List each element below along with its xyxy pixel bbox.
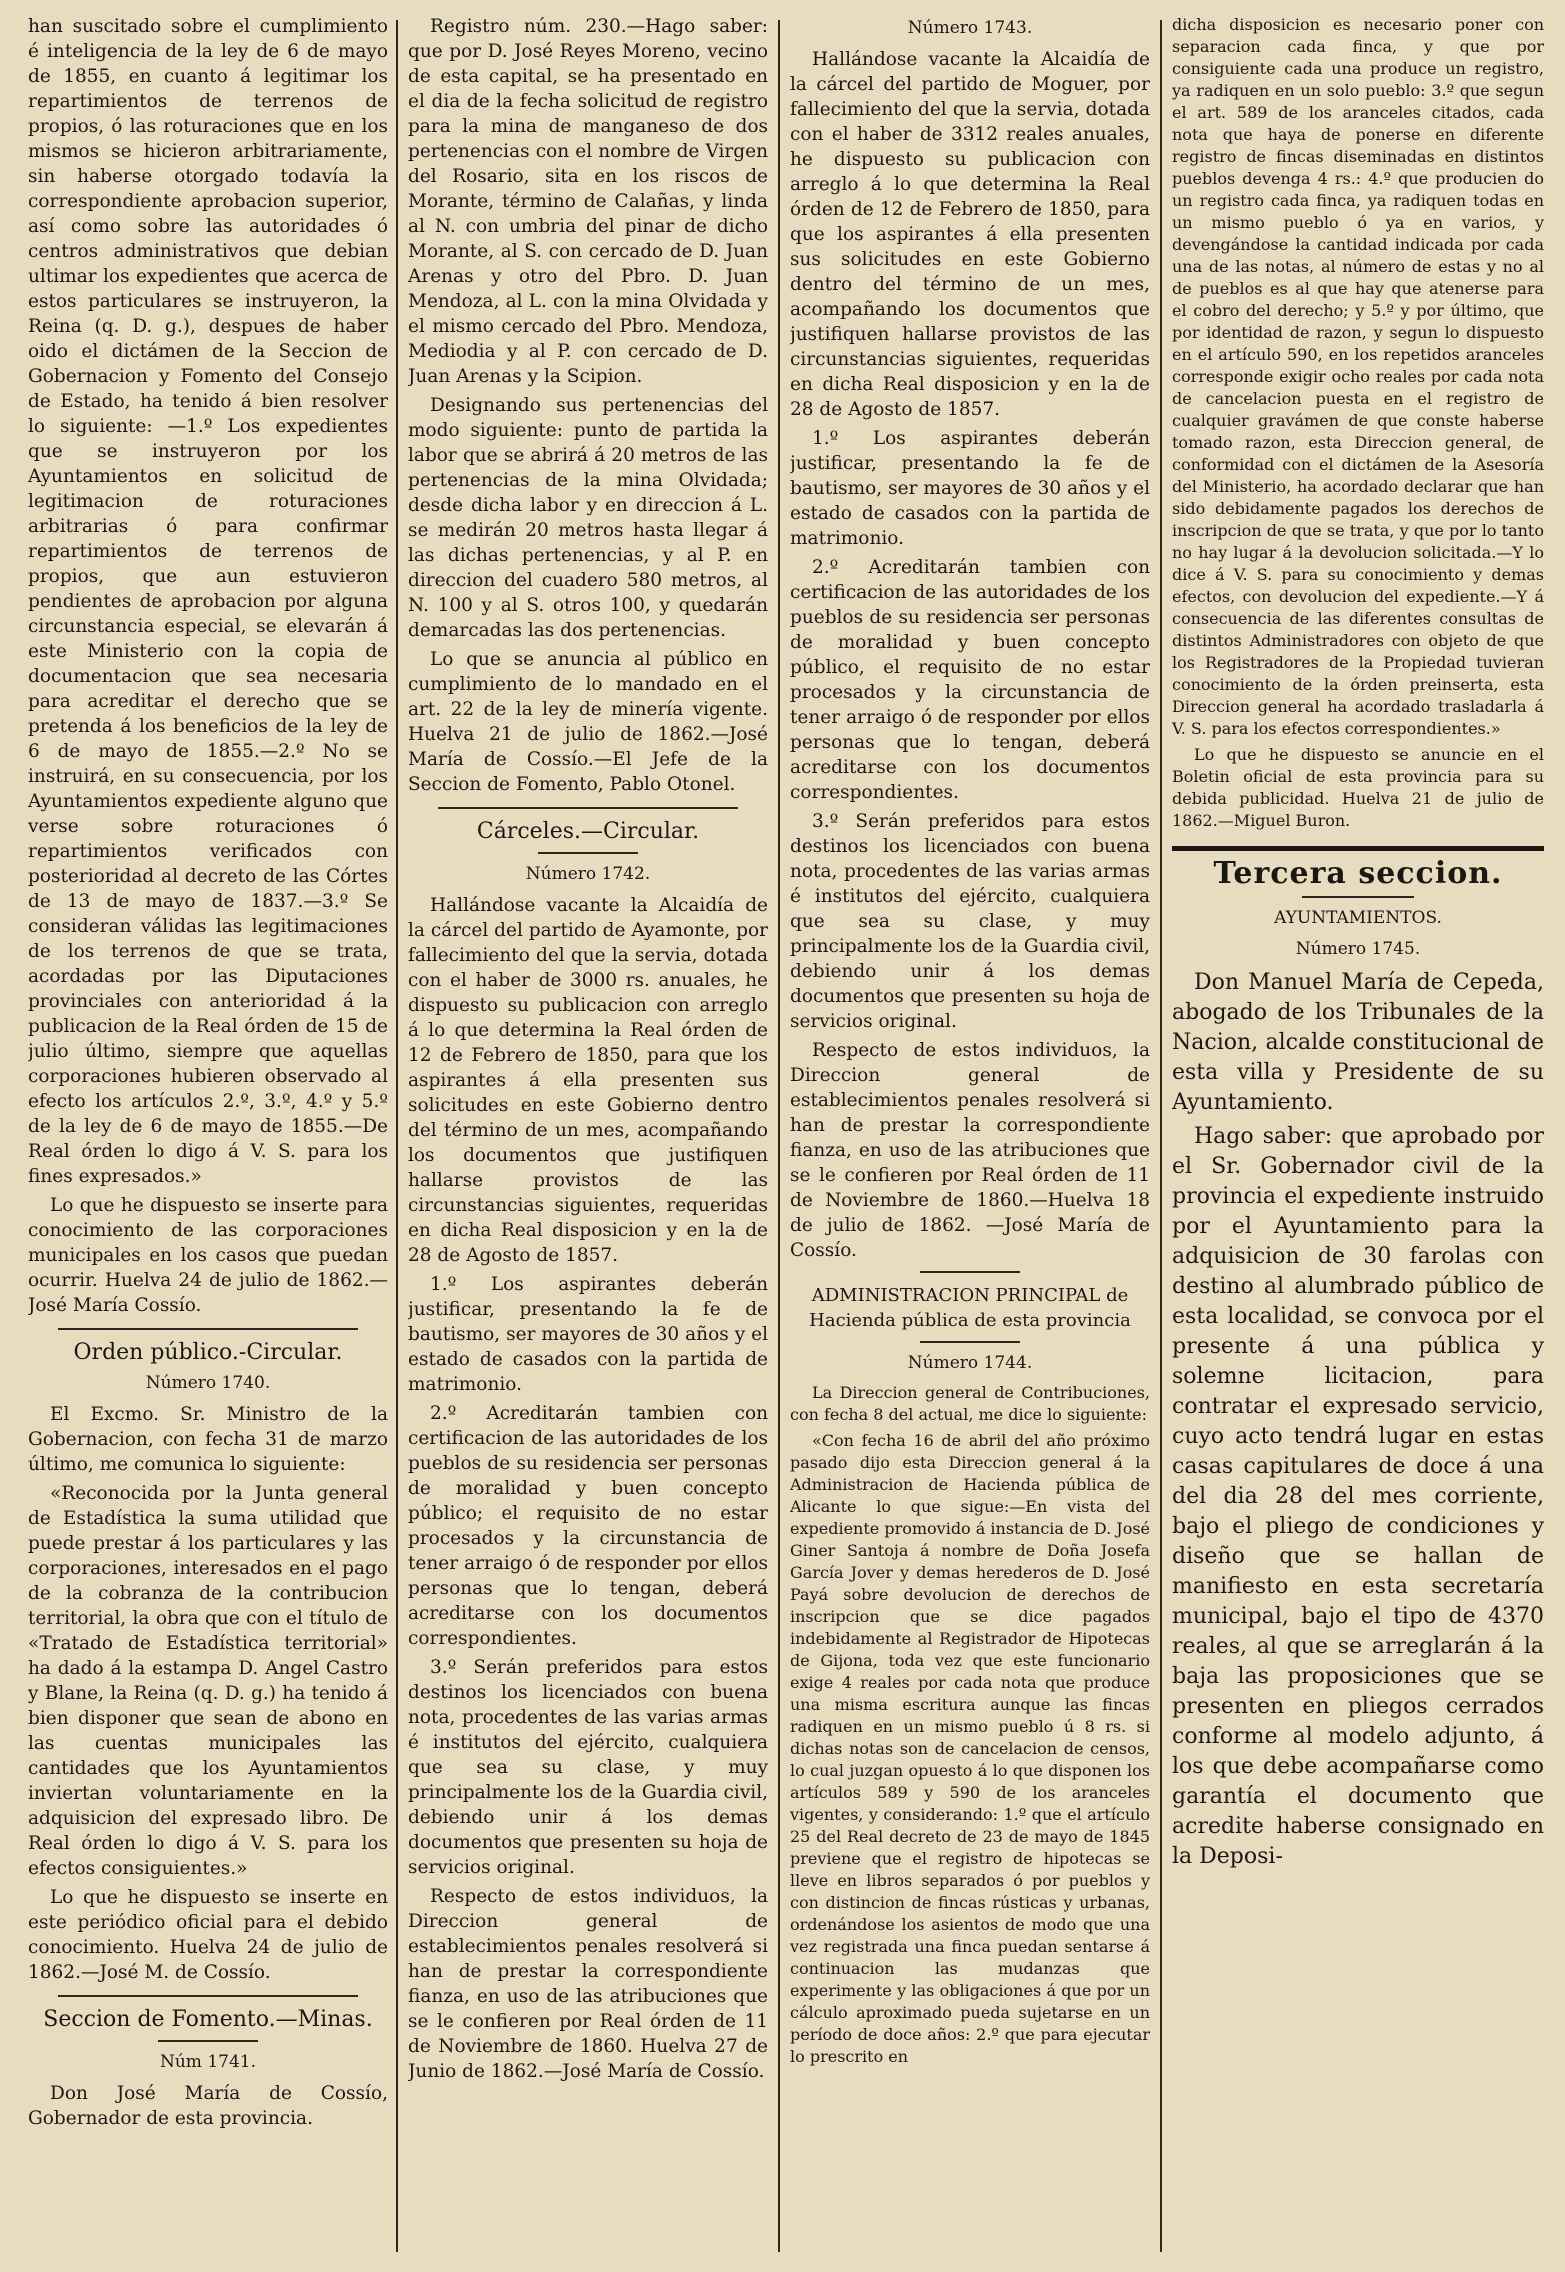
section-heading: Orden público.-Circular. [73,1340,343,1365]
paragraph: 3.º Serán preferidos para estos destinos los licenciados con buena nota, procedentes de las varias armas é institutos del ejército, cualquiera que sea su clase, y muy principalmente los de la Guardia civil, debiendo unir á los demas documentos que presenten su hoja de servicios original. [790,811,1150,1032]
paragraph: Registro núm. 230.—Hago saber: que por D. José Reyes Moreno, vecino de esta capital, se ha presentado en el dia de la fecha solicitud de registro para la mina de manganeso de dos pertenencias con el nombre de Virgen del Rosario, sita en los riscos de Morante, término de Calañas, y linda al N. con umbria del pinar de dicho Morante, al S. con cercado de D. Juan Arenas y otro del Pbro. D. Juan Mendoza, al L. con la mina Olvidada y el mismo cercado del Pbro. Mendoza, Mediodia y al P. con cercado de D. Juan Arenas y la Scipion. [408,16,768,387]
paragraph: El Excmo. Sr. Ministro de la Gobernacion, con fecha 31 de marzo último, me comunica lo siguiente: [28,1404,388,1475]
paragraph: Designando sus pertenencias del modo siguiente: punto de partida la labor que se abrirá á 20 metros de las pertenencias de la mina Olvidada; desde dicha labor y en direccion á L. se medirán 20 metros hasta llegar á las dichas pertenencias, y al P. en direccion del cuadero 580 metros, al N. 100 y al S. otros 100, y quedarán demarcadas las dos pertenencias. [408,395,768,641]
paragraph: Hallándose vacante la Alcaidía de la cárcel del partido de Moguer, por fallecimiento del que la servia, dotada con el haber de 3312 reales anuales, he dispuesto su publicacion con arreglo á lo que determina la Real órden de 12 de Febrero de 1850, para que los aspirantes á ella presenten sus solicitudes en este Gobierno dentro del término de un mes, acompañando los documentos que justifiquen hallarse provistos de las circunstancias siguientes, requeridas en dicha Real disposicion y en la de 28 de Agosto de 1857. [790,49,1150,420]
paragraph: Don José María de Cossío, Gobernador de esta provincia. [28,2083,388,2129]
divider [58,1328,358,1330]
notice-number: Número 1743. [907,18,1033,38]
column-4 [1172,14,1544,2258]
notice-number: Número 1740. [145,1373,271,1393]
divider [538,852,638,854]
section-heading: ADMINISTRACION PRINCIPAL de Hacienda pública de esta provincia [809,1285,1131,1331]
column-rule [396,20,398,2252]
subsection-heading: AYUNTAMIENTOS. [1274,908,1442,928]
divider [1302,896,1414,898]
column-2 [408,14,768,2258]
divider [438,807,738,809]
paragraph: Hago saber: que aprobado por el Sr. Gobernador civil de la provincia el expediente instruido por el Ayuntamiento para la adquisicion de 30 farolas con destino al alumbrado público de esta localidad, se convoca por el presente á una pública y solemne licitacion, para contratar el expresado servicio, cuyo acto tendrá lugar en estas casas capitulares de doce á una del dia 28 del mes corriente, bajo el pliego de condiciones y diseño que se hallan de manifiesto en esta secretaría municipal, bajo el tipo de 4370 reales, al que se arreglarán á la baja las proposiciones que se presenten en pliegos cerrados conforme al modelo adjunto, á los que debe acompañarse como garantía el documento que acredite haberse consignado en la Deposi- [1172,1124,1544,1869]
paragraph: «Con fecha 16 de abril del año próximo pasado dijo esta Direccion general á la Administracion de Hacienda pública de Alicante lo que sigue:—En vista del expediente promovido á instancia de D. José Giner Santoja á nombre de Doña Josefa García Jover y demas herederos de D. José Payá sobre devolucion de derechos de inscripcion que se dice pagados indebidamente al Registrador de Hipotecas de Gijona, toda vez que este funcionario exige 4 reales por cada nota que produce una misma escritura aunque las fincas radiquen en un mismo pueblo ú 8 rs. si dichas notas son de cancelacion de censos, lo cual juzgan opuesto á lo que disponen los artículos 589 y 590 de los aranceles vigentes, y considerando: 1.º que el artículo 25 del Real decreto de 23 de mayo de 1845 previene que el registro de hipotecas se lleve en libros separados ó por pueblos y con distincion de fincas rústicas y urbanas, ordenándose los asientos de modo que una vez registrada una finca puedan sentarse á continuacion las mudanzas que experimente y las obligaciones á que por un cálculo aproximado pueda sujetarse en un período de doce años: 2.º que para ejecutar lo prescrito en [790,1431,1150,2066]
column-rule [778,20,780,2252]
column-rule [1160,20,1162,2252]
paragraph: Lo que se anuncia al público en cumplimiento de lo mandado en el art. 22 de la ley de minería vigente. Huelva 21 de julio de 1862.—José María de Cossío.—El Jefe de la Seccion de Fomento, Pablo Otonel. [408,649,768,795]
paragraph: 3.º Serán preferidos para estos destinos los licenciados con buena nota, procedentes de las varias armas é institutos del ejército, cualquiera que sea su clase, y muy principalmente los de la Guardia civil, debiendo unir á los demas documentos que presenten su hoja de servicios original. [408,1657,768,1878]
paragraph: La Direccion general de Contribuciones, con fecha 8 del actual, me dice lo siguiente: [790,1383,1150,1424]
paragraph: Hallándose vacante la Alcaidía de la cárcel del partido de Ayamonte, por fallecimiento del que la servia, dotada con el haber de 3000 rs. anuales, he dispuesto su publicacion con arreglo á lo que determina la Real órden de 12 de Febrero de 1850, para que los aspirantes á ella presenten sus solicitudes en este Gobierno dentro del término de un mes, acompañando los documentos que justifiquen hallarse provistos de las circunstancias siguientes, requeridas en dicha Real disposicion y en la de 28 de Agosto de 1857. [408,895,768,1266]
divider [58,1995,358,1997]
paragraph: dicha disposicion es necesario poner con separacion cada finca, y que por consiguiente cada una produce un registro, ya radiquen en un solo pueblo: 3.º que segun el art. 589 de los aranceles citados, cada nota que haya de ponerse en diferente registro de fincas diseminadas en distintos pueblos devenga 4 rs.: 4.º que producien do un registro cada finca, ya radiquen todas en un mismo pueblo ó ya en varios, y devengándose la cantidad indicada por cada una de las notas, al número de estas y no al de pueblos es al que hay que atenerse para el cobro del derecho; y 5.º y por último, que por identidad de razon, y segun lo dispuesto en el artículo 590, en los repetidos aranceles corresponde exigir ocho reales por cada nota de cancelacion puesta en el registro de cualquier gravámen de que conste haberse tomado razon, esta Direccion general, de conformidad con el dictámen de la Asesoría del Ministerio, ha acordado declarar que han sido debidamente pagados los derechos de inscripcion de que se trata, y que por lo tanto no hay lugar á la devolucion solicitada.—Y lo dice á V. S. para su conocimiento y demas efectos, con devolucion del expediente.—Y á consecuencia de las diferentes consultas de distintos Administradores con objeto de que los Registradores de la Propiedad tuvieran conocimiento de la órden preinserta, esta Direccion general ha acordado trasladarla á V. S. para los efectos correspondientes.» [1172,15,1544,738]
paragraph: Respecto de estos individuos, la Direccion general de establecimientos penales resolverá si han de prestar la correspondiente fianza, en uso de las atribuciones que se le confieren por Real órden de 11 de Noviembre de 1860.—Huelva 18 de julio de 1862. —José María de Cossío. [790,1040,1150,1261]
divider [1172,846,1544,851]
section-heading: Seccion de Fomento.—Minas. [43,2007,373,2032]
paragraph: 1.º Los aspirantes deberán justificar, presentando la fe de bautismo, ser mayores de 30 años y el estado de casados con la partida de matrimonio. [408,1274,768,1395]
notice-number: Número 1745. [1295,939,1421,959]
paragraph: 2.º Acreditarán tambien con certificacion de las autoridades de los pueblos de su residencia ser personas de moralidad y buen concepto público; el requisito de no estar procesados y la circunstancia de tener arraigo ó de responder por ellos personas que lo tengan, deberá acreditarse con los documentos correspondientes. [408,1403,768,1649]
paragraph: 1.º Los aspirantes deberán justificar, presentando la fe de bautismo, ser mayores de 30 años y el estado de casados con la partida de matrimonio. [790,428,1150,549]
column-3 [790,14,1150,2258]
paragraph: 2.º Acreditarán tambien con certificacion de las autoridades de los pueblos de su residencia ser personas de moralidad y buen concepto público, el requisito de no estar procesados y la circunstancia de tener arraigo ó de responder por ellos personas que lo tengan, deberá acreditarse con los documentos correspondientes. [790,557,1150,803]
section-title: Tercera seccion. [1213,856,1503,891]
paragraph: «Reconocida por la Junta general de Estadística la suma utilidad que puede prestar á los particulares y las corporaciones, interesados en el pago de la cobranza de la contribucion territorial, la obra que con el título de «Tratado de Estadística territorial» ha dado á la estampa D. Angel Castro y Blane, la Reina (q. D. g.) ha tenido á bien disponer que sean de abono en las cuentas municipales las cantidades que los Ayuntamientos inviertan voluntariamente en la adquisicion del expresado libro. De Real órden lo digo á V. S. para los efectos consiguientes.» [28,1483,388,1879]
notice-number: Número 1742. [525,864,651,884]
section-heading: Cárceles.—Circular. [476,819,700,844]
notice-number: Número 1744. [907,1353,1033,1373]
paragraph: Don Manuel María de Cepeda, abogado de los Tribunales de la Nacion, alcalde constitucional de esta villa y Presidente de su Ayuntamiento. [1172,970,1544,1115]
divider [920,1341,1020,1343]
paragraph: han suscitado sobre el cumplimiento é inteligencia de la ley de 6 de mayo de 1855, en cuanto á legitimar los repartimientos de terrenos de propios, ó las roturaciones que en los mismos se hicieron arbitrariamente, sin haberse otorgado todavía la correspondiente aprobacion superior, así como sobre las autoridades ó centros administrativos que debian ultimar los expedientes que acerca de estos particulares se instruyeron, la Reina (q. D. g.), despues de haber oido el dictámen de la Seccion de Gobernacion y Fomento del Consejo de Estado, ha tenido á bien resolver lo siguiente: —1.º Los expedientes que se instruyeron por los Ayuntamientos en solicitud de legitimacion de roturaciones arbitrarias ó para confirmar repartimientos de terrenos de propios, que aun estuvieron pendientes de aprobacion por alguna circunstancia especial, se elevarán á este Ministerio con la copia de documentacion que sea necesaria para acreditar el derecho que se pretenda á los beneficios de la ley de 6 de mayo de 1855.—2.º No se instruirá, en su consecuencia, por los Ayuntamientos expediente alguno que verse sobre roturaciones ó repartimientos verificados con posterioridad al decreto de las Córtes de 13 de mayo de 1837.—3.º Se consideran válidas las legitimaciones de los terrenos de que se trata, acordadas por las Diputaciones provinciales con anterioridad á la publicacion de la Real órden de 15 de julio último, siempre que aquellas corporaciones hubieren observado al efecto los artículos 2.º, 3.º, 4.º y 5.º de la ley de 6 de mayo de 1855.—De Real órden lo digo á V. S. para los fines expresados.» [28,16,388,1187]
paragraph: Lo que he dispuesto se inserte para conocimiento de las corporaciones municipales en los casos que puedan ocurrir. Huelva 24 de julio de 1862.—José María Cossío. [28,1195,388,1316]
paragraph: Lo que he dispuesto se anuncie en el Boletin oficial de esta provincia para su debida publicidad. Huelva 21 de julio de 1862.—Miguel Buron. [1172,745,1544,830]
column-1 [28,14,388,2258]
paragraph: Lo que he dispuesto se inserte en este periódico oficial para el debido conocimiento. Huelva 24 de julio de 1862.—José M. de Cossío. [28,1887,388,1983]
divider [158,2040,258,2042]
paragraph: Respecto de estos individuos, la Direccion general de establecimientos penales resolverá si han de prestar la correspondiente fianza, en uso de las atribuciones que se le confieren por Real órden de 11 de Noviembre de 1860. Huelva 27 de Junio de 1862.—José María de Cossío. [408,1886,768,2082]
divider [920,1271,1020,1273]
notice-number: Núm 1741. [159,2052,256,2072]
